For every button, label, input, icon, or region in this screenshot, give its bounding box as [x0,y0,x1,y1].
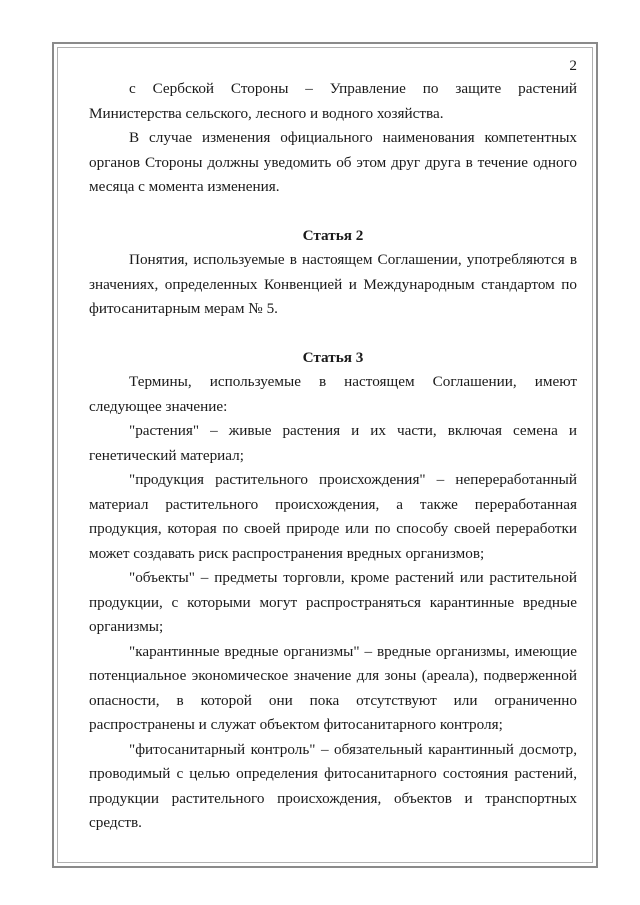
term-quarantine-pests: "карантинные вредные организмы" – вредные организмы, имеющие потенциальное экономическое значение для зоны (ареала), подверженной опасности, в которой они пока отсутствуют или ограниченно распространены и служат объектом фитосанитарного контроля; [89,642,577,733]
paragraph-name-change: В случае изменения официального наименования компетентных органов Стороны должны уведомить об этом друг друга в течение одного месяца с момента изменения. [89,129,577,195]
article-3-heading: Статья 3 [302,348,364,366]
paragraph-serbian-authority: с Сербской Стороны – Управление по защите растений Министерства сельского, лесного и водного хозяйства. [89,80,577,122]
term-phytosanitary-control: "фитосанитарный контроль" – обязательный карантинный досмотр, проводимый с целью определения фитосанитарного состояния растений, продукции растительного происхождения, объектов и транспортных средств. [89,740,577,831]
page-content [89,55,577,836]
term-plants: "растения" – живые растения и их части, включая семена и генетический материал; [89,422,577,464]
article-2-heading: Статья 2 [302,226,364,244]
article-3-intro: Термины, используемые в настоящем Соглашении, имеют следующее значение: [89,373,577,415]
term-objects: "объекты" – предметы торговли, кроме растений или растительной продукции, с которыми могут распространяться карантинные вредные организмы; [89,569,577,635]
page-number: 2 [569,57,577,74]
term-plant-products: "продукция растительного происхождения" – непереработанный материал растительного происхождения, а также переработанная продукция, которая по своей природе или по способу своей переработки может создавать риск распространения вредных организмов; [89,471,577,562]
article-2-text: Понятия, используемые в настоящем Соглашении, употребляются в значениях, определенных Конвенцией и Международным стандартом по фитосанитарным мерам № 5. [89,251,577,317]
